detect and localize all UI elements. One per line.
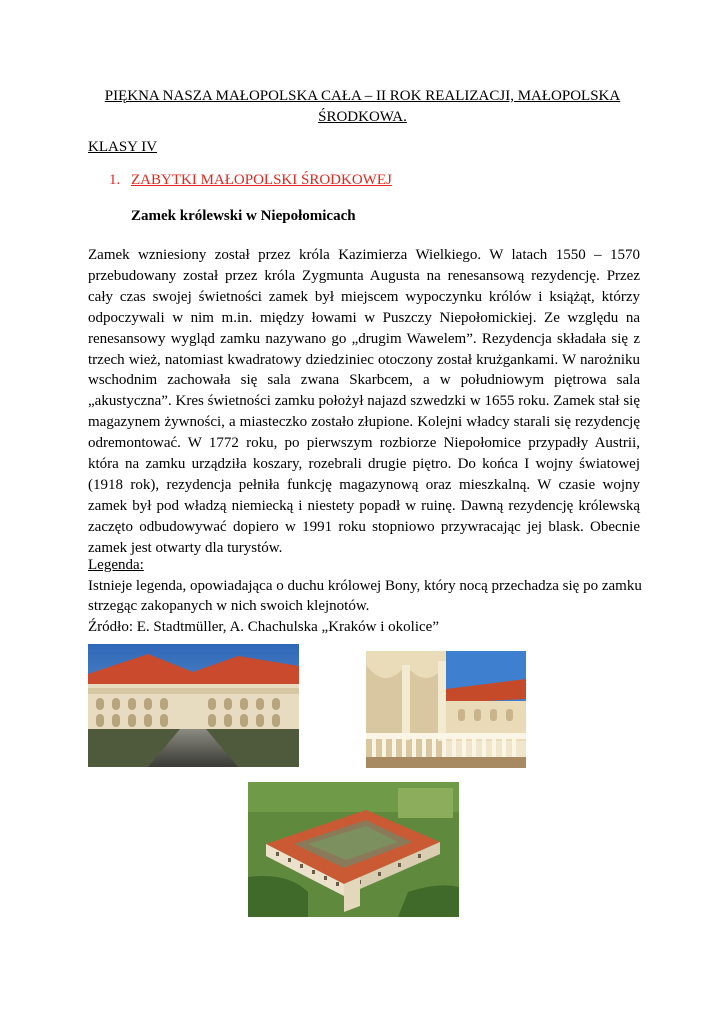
paragraph-text: Zamek wzniesiony został przez króla Kazimierza Wielkiego. W latach 1550 – 1570 przebudowany został przez króla Zygmunta Augusta na renesansową rezydencję. Przez cały czas swojej świetności zamek był miejscem wypoczynku królów i książąt, którzy odpoczywali w nim m.in. między łowami w Puszczy Niepołomickiej. Ze względu na renesansowy wygląd zamku nazywano go „drugim Wawelem”. Rezydencja składała się z trzech wież, natomiast kwadratowy dziedziniec otoczony został krużgankami. W narożniku wschodnim zachowała się sala zwana Skarbcem, a w południowym piętrowa sala „akustyczna”. Kres świetności zamku położył najazd szwedzki w 1655 roku. Zamek stał się magazynem żywności, a miasteczko zostało złupione. Kolejni władcy starali się rezydencję odremontować. W 1772 roku, po pierwszym rozbiorze Niepołomice przypadły Austrii, która na zamku urządziła koszary, rozebrali drugie piętro. Do końca I wojny światowej (1918 rok), rezydencja pełniła funkcję magazynową oraz mieszkalną. W czasie wojny zamek był pod władzą niemiecką i niestety popadł w ruinę. Dawną rezydencję królewską zaczęto odbudowywać dopiero w 1991 roku stopniowo przywracając jej blask. Obecnie zamek jest otwarty dla turystów. [88,247,640,556]
castle-subheading: Zamek królewski w Niepołomicach [131,208,356,224]
page-title: PIĘKNA NASZA MAŁOPOLSKA CAŁA – II ROK REALIZACJI, MAŁOPOLSKA ŚRODKOWA. [104,88,621,125]
legend-text: Istnieje legenda, opowiadająca o duchu królowej Bony, który nocą przechadza się po zamku strzegąc zakopanych w nich swoich klejnotów. [88,577,642,614]
class-heading: KLASY IV [88,139,158,155]
legend-label: Legenda: [88,557,144,573]
history-paragraph [88,245,640,559]
courtyard-photo [88,644,299,767]
aerial-photo [248,782,459,917]
section-title: ZABYTKI MAŁOPOLSKI ŚRODKOWEJ [131,172,392,188]
gallery-photo [366,651,526,768]
source-citation: Źródło: E. Stadtmüller, A. Chachulska „Kraków i okolice” [88,618,439,635]
legend-block [88,555,648,637]
section-heading [109,170,392,190]
section-number: 1. [109,172,121,188]
